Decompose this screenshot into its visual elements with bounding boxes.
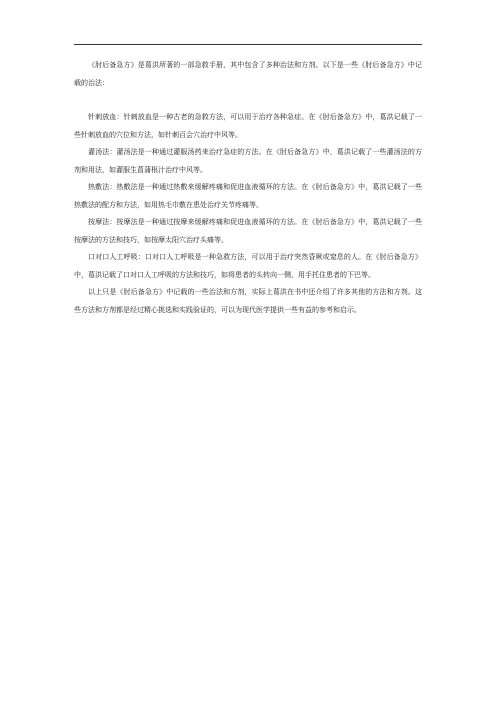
header-rule [74,44,422,45]
conclusion-paragraph: 以上只是《肘后备急方》中记载的一些治法和方剂，实际上葛洪在书中还介绍了许多其他的方法和方剂。这些方法和方剂都是经过精心挑选和实践验证的，可以为现代医学提供一些有益的参考和启示。 [74,288,422,314]
paragraph-decoction-method: 灌汤法：灌汤法是一种通过灌服汤药来治疗急症的方法。在《肘后备急方》中，葛洪记载了一些灌汤法的方剂和用法，如灌服生菖蒲根汁治疗中风等。 [74,148,422,174]
document-body [74,57,422,319]
paragraph-massage: 按摩法：按摩法是一种通过按摩来缓解疼痛和促进血液循环的方法。在《肘后备急方》中，葛洪记载了一些按摩法的方法和技巧，如按摩太阳穴治疗头痛等。 [74,218,422,244]
intro-paragraph: 《肘后备急方》是葛洪所著的一部急救手册，其中包含了多种治法和方剂。以下是一些《肘后备急方》中记载的治法： [74,61,422,87]
paragraph-mouth-to-mouth: 口对口人工呼吸：口对口人工呼吸是一种急救方法，可以用于治疗突然昏厥或窒息的人。在《肘后备急方》中，葛洪记载了口对口人工呼吸的方法和技巧，如将患者的头转向一侧，用手托住患者的下巴等。 [74,253,422,279]
paragraph-acupuncture-bloodletting: 针刺放血：针刺放血是一种古老的急救方法，可以用于治疗各种急症。在《肘后备急方》中，葛洪记载了一些针刺放血的穴位和方法，如针刺百会穴治疗中风等。 [74,113,422,139]
paragraph-hot-compress: 热敷法：热敷法是一种通过热敷来缓解疼痛和促进血液循环的方法。在《肘后备急方》中，葛洪记载了一些热敷法的配方和方法，如用热毛巾敷在患处治疗关节疼痛等。 [74,183,422,209]
